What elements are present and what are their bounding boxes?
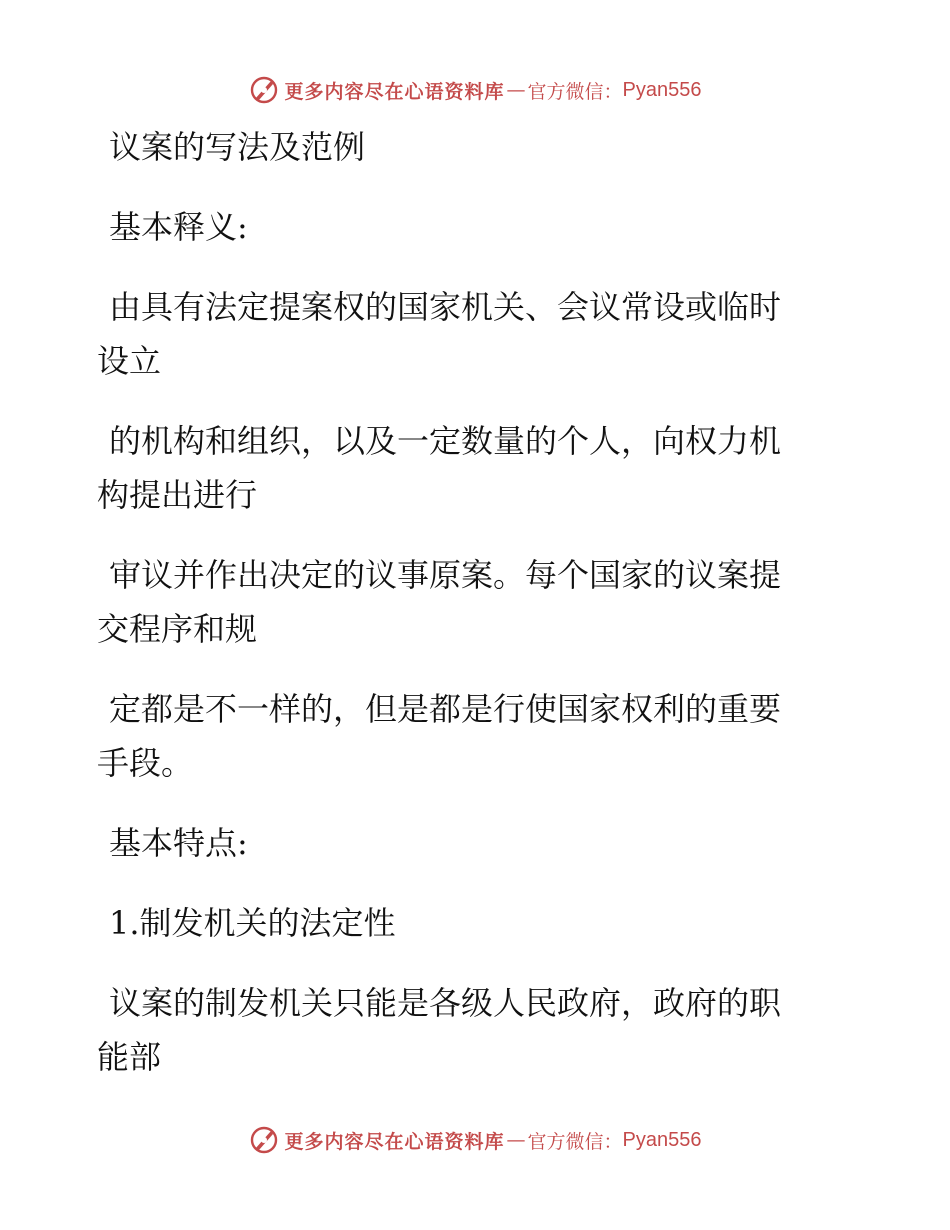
paragraph-4-line-2: 手段。: [97, 744, 194, 782]
document-title: 议案的写法及范例: [109, 128, 366, 166]
footer-banner: [0, 1120, 950, 1160]
feature-1-title: 1.制发机关的法定性: [109, 904, 396, 942]
quill-pen-logo-icon: [249, 75, 279, 105]
paragraph-5-line-2: 能部: [97, 1038, 162, 1076]
paragraph-1-line-2: 设立: [97, 342, 162, 380]
banner-wechat-id: Pyan556: [622, 1128, 702, 1151]
banner-wechat-label: 官方微信：: [527, 80, 623, 103]
banner-text: 更多内容尽在心语资料库: [284, 1130, 505, 1153]
quill-pen-logo-icon: [249, 1125, 279, 1155]
paragraph-2-line-1: 的机构和组织，以及一定数量的个人，向权力机: [109, 422, 782, 460]
banner-text: 更多内容尽在心语资料库: [284, 80, 505, 103]
banner-dash: —: [506, 79, 526, 101]
document-body: [97, 120, 837, 1084]
banner-dash: —: [506, 1129, 526, 1151]
banner-wechat-id: Pyan556: [622, 78, 702, 101]
paragraph-1-line-1: 由具有法定提案权的国家机关、会议常设或临时: [109, 288, 782, 326]
paragraph-3-line-2: 交程序和规: [97, 610, 258, 648]
heading-basic-features: 基本特点:: [109, 824, 248, 862]
paragraph-5-line-1: 议案的制发机关只能是各级人民政府，政府的职: [109, 984, 782, 1022]
paragraph-2-line-2: 构提出进行: [97, 476, 258, 514]
banner-wechat-label: 官方微信：: [527, 1130, 623, 1153]
paragraph-3-line-1: 审议并作出决定的议事原案。每个国家的议案提: [109, 556, 782, 594]
paragraph-4-line-1: 定都是不一样的，但是都是行使国家权利的重要: [109, 690, 782, 728]
header-banner: [0, 70, 950, 110]
heading-basic-definition: 基本释义:: [109, 208, 248, 246]
